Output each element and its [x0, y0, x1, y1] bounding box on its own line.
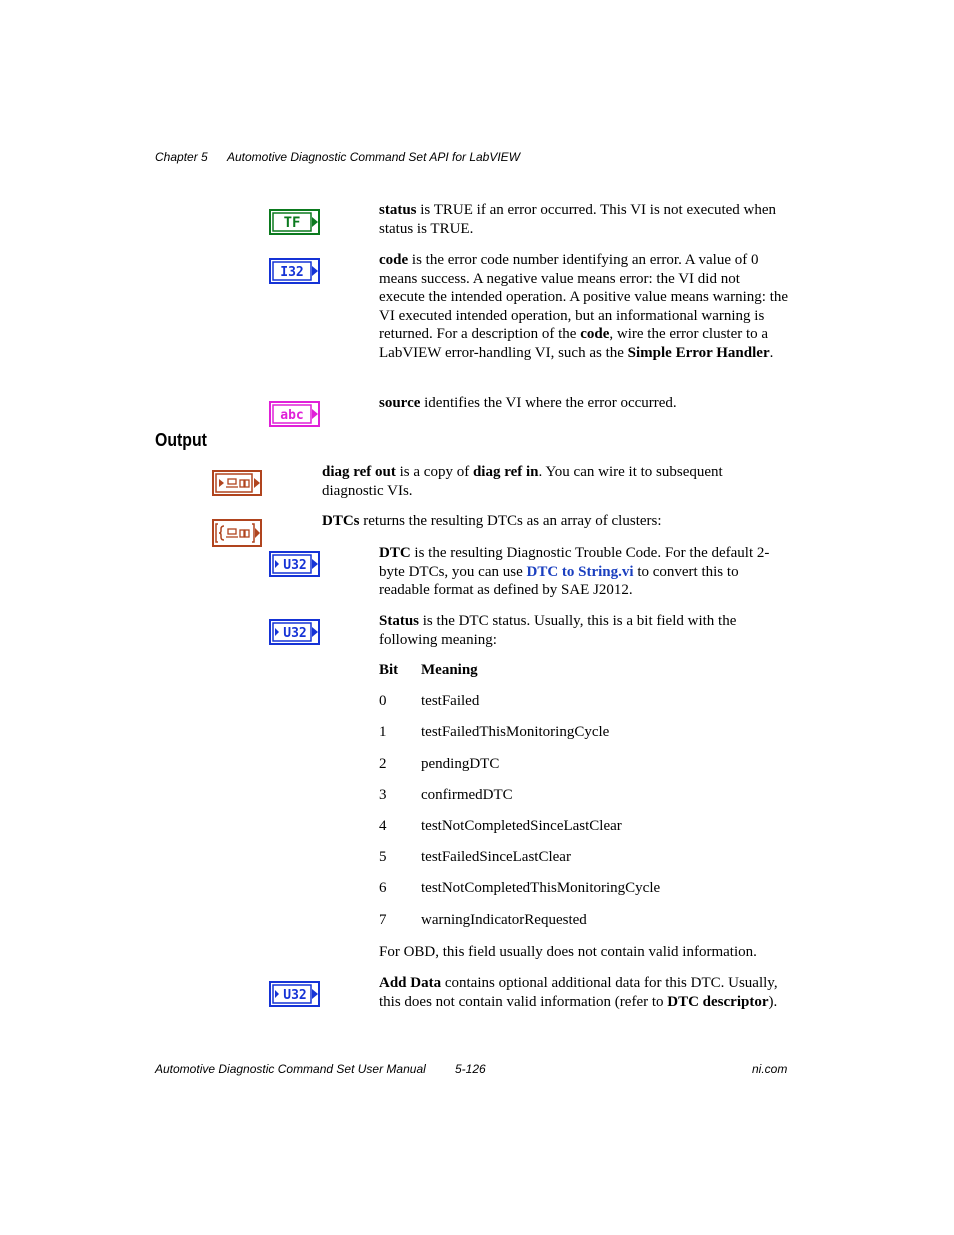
icon-label: abc	[280, 408, 304, 423]
table-row: 1 testFailedThisMonitoringCycle	[379, 724, 610, 740]
diag-ref-out-description: diag ref out is a copy of diag ref in. You can wire it to subsequent diagnostic VIs.	[322, 464, 723, 499]
dtc-description: DTC is the resulting Diagnostic Trouble Code. For the default 2-byte DTCs, you can use DTC to String.vi to convert this to readable format as defined by SAE J2012.	[379, 545, 770, 599]
boolean-indicator-icon	[269, 209, 320, 235]
bit-table-header: Bit Meaning	[379, 662, 478, 678]
footer-site[interactable]: ni.com	[752, 1062, 788, 1076]
code-description: code is the error code number identifying an error. A value of 0 means success. A negative value means error: the VI did not execute the intended operation. A positive value means warning: the VI executed intended operation, but an informational warning is returned. For a description of the code, wire the error cluster to a LabVIEW error-handling VI, such as the Simple Error Handler.	[379, 252, 789, 361]
i32-indicator-icon	[269, 258, 320, 284]
table-row: 5 testFailedSinceLastClear	[379, 849, 571, 865]
table-row: 6 testNotCompletedThisMonitoringCycle	[379, 880, 661, 896]
footer-manual-title: Automotive Diagnostic Command Set User Manual	[155, 1062, 426, 1076]
table-row: 3 confirmedDTC	[379, 787, 513, 803]
table-row: 7 warningIndicatorRequested	[379, 912, 587, 928]
status-description: status is TRUE if an error occurred. This VI is not executed when status is TRUE.	[379, 202, 777, 237]
icon-label: U32	[283, 626, 307, 641]
u32-indicator-icon	[269, 981, 320, 1007]
dtc-to-string-link[interactable]: DTC to String.vi	[526, 563, 634, 580]
add-data-description: Add Data contains optional additional data for this DTC. Usually, this does not contain valid information (refer to DTC descriptor).	[379, 975, 778, 1010]
u32-indicator-icon	[269, 551, 320, 577]
u32-indicator-icon	[269, 619, 320, 645]
icon-label: U32	[283, 558, 307, 573]
term: status	[379, 202, 417, 218]
icon-label: TF	[283, 215, 301, 231]
source-description: source identifies the VI where the error occurred.	[379, 395, 677, 411]
icon-label: U32	[283, 988, 307, 1003]
table-row: 0 testFailed	[379, 693, 480, 709]
table-row: 4 testNotCompletedSinceLastClear	[379, 818, 622, 834]
obd-note: For OBD, this field usually does not contain valid information.	[379, 944, 757, 960]
page-number: 5-126	[455, 1062, 486, 1076]
output-heading: Output	[155, 430, 207, 450]
chapter-title: Automotive Diagnostic Command Set API for LabVIEW	[227, 150, 521, 164]
cluster-array-indicator-icon	[212, 519, 262, 547]
icon-label: I32	[280, 265, 304, 280]
refnum-indicator-icon	[212, 470, 262, 496]
chapter-label: Chapter 5	[155, 150, 208, 164]
table-row: 2 pendingDTC	[379, 756, 500, 772]
string-indicator-icon	[269, 401, 320, 427]
dtcs-description: DTCs returns the resulting DTCs as an array of clusters:	[322, 513, 662, 529]
dtc-status-description: Status is the DTC status. Usually, this is a bit field with the following meaning:	[379, 613, 737, 648]
running-header	[155, 150, 520, 164]
